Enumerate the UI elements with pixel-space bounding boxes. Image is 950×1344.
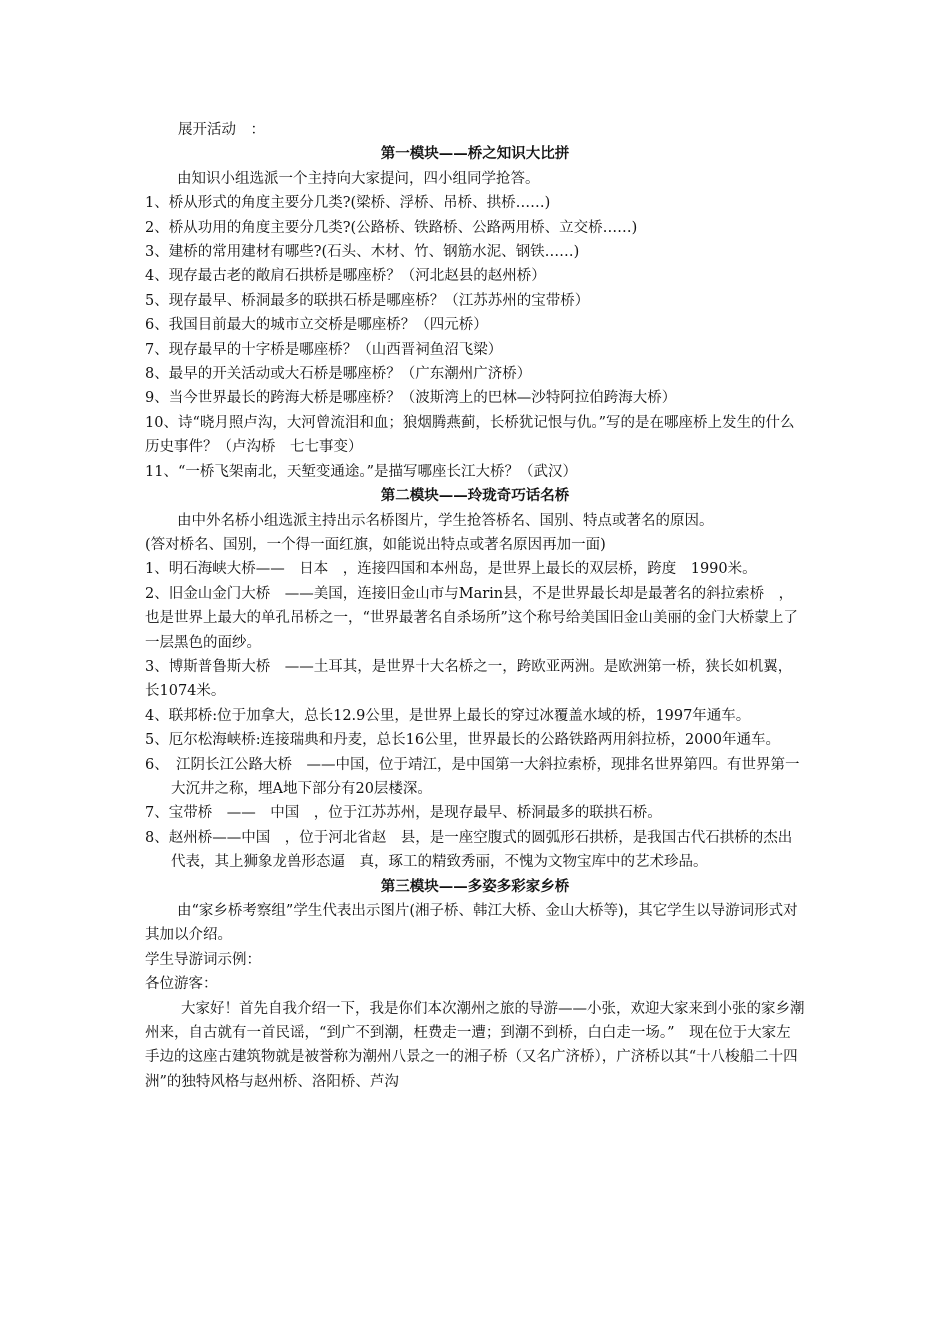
document-page <box>145 118 805 1094</box>
quiz-item: 8、最早的开关活动或大石桥是哪座桥？（广东潮州广济桥） <box>145 366 532 383</box>
bridge-item: 1、明石海峡大桥—— 日本 ，连接四国和本州岛，是世界上最长的双层桥，跨度 1990米。 <box>145 561 757 578</box>
bridge-item: 3、博斯普鲁斯大桥 ——土耳其，是世界十大名桥之一，跨欧亚两洲。是欧洲第一桥，狭长如机翼，长1074米。 <box>145 658 793 700</box>
quiz-item: 11、“一桥飞架南北，天堑变通途。”是描写哪座长江大桥？（武汉） <box>145 463 578 480</box>
section3-intro: 由“家乡桥考察组”学生代表出示图片(湘子桥、韩江大桥、金山大桥等)，其它学生以导游词形式对其加以介绍。 <box>145 903 798 944</box>
bridge-item: 7、宝带桥 —— 中国 ，位于江苏苏州，是现存最早、桥洞最多的联拱石桥。 <box>145 805 662 822</box>
intro-label: 展开活动 ： <box>178 122 265 138</box>
section3-title: 第三模块——多姿多彩家乡桥 <box>380 877 570 895</box>
quiz-item: 3、建桥的常用建材有哪些?(石头、木材、竹、钢筋水泥、钢铁……) <box>145 244 580 261</box>
section1-intro: 由知识小组选派一个主持向大家提问，四小组同学抢答。 <box>177 170 540 187</box>
greeting: 各位游客： <box>145 976 218 993</box>
bridge-item: 4、联邦桥:位于加拿大，总长12.9公里，是世界上最长的穿过冰覆盖水域的桥，1997年通车。 <box>145 707 751 724</box>
quiz-item: 1、桥从形式的角度主要分几类?(梁桥、浮桥、吊桥、拱桥……) <box>145 195 551 212</box>
section2-title: 第二模块——玲珑奇巧话名桥 <box>380 487 570 505</box>
section1-title: 第一模块——桥之知识大比拼 <box>380 145 570 163</box>
quiz-item: 2、桥从功用的角度主要分几类?(公路桥、铁路桥、公路两用桥、立交桥……) <box>145 219 638 236</box>
quiz-item: 7、现存最早的十字桥是哪座桥？（山西晋祠鱼沼飞梁） <box>145 341 503 358</box>
bridge-item: 5、厄尔松海峡桥:连接瑞典和丹麦，总长16公里，世界最长的公路铁路两用斜拉桥，2000年通车。 <box>145 732 780 749</box>
bridge-item: 2、旧金山金门大桥 ——美国，连接旧金山市与Marin县，不是世界最长却是最著名的斜拉索桥 ，也是世界上最大的单孔吊桥之一，“世界最著名自杀场所”这个称号给美国旧金山美丽的金门大桥蒙上了一层黑色的面纱。 <box>145 585 798 651</box>
quiz-item: 5、现存最早、桥洞最多的联拱石桥是哪座桥？（江苏苏州的宝带桥） <box>145 292 590 309</box>
quiz-item: 10、诗“晓月照卢沟，大河曾流泪和血；狼烟腾燕蓟，长桥犹记恨与仇。”写的是在哪座桥上发生的什么历史事件？（卢沟桥 七七事变） <box>145 414 795 456</box>
section2-intro: 由中外名桥小组选派主持出示名桥图片，学生抢答桥名、国别、特点或著名的原因。 <box>177 512 714 529</box>
bridge-item: 8、赵州桥——中国 ，位于河北省赵 县，是一座空腹式的圆弧形石拱桥，是我国古代石拱桥的杰出代表，其上狮象龙兽形态逼 真，琢工的精致秀丽，不愧为文物宝库中的艺术珍品。 <box>145 829 793 871</box>
example-label: 学生导游词示例： <box>145 951 261 968</box>
quiz-item: 4、现存最古老的敞肩石拱桥是哪座桥？（河北赵县的赵州桥） <box>145 268 546 285</box>
quiz-item: 9、当今世界最长的跨海大桥是哪座桥？（波斯湾上的巴林—沙特阿拉伯跨海大桥） <box>145 390 677 407</box>
guide-speech: 大家好！首先自我介绍一下，我是你们本次潮州之旅的导游——小张，欢迎大家来到小张的家乡潮州来，自古就有一首民谣，“到广不到潮，枉费走一遭；到潮不到桥，白白走一场。” 现在位于大家左手边的这座古建筑物就是被誉称为潮州八景之一的湘子桥（又名广济桥），广济桥以其“十八梭船二十四洲”的独特风格与赵州桥、洛阳桥、芦沟 <box>145 1000 805 1090</box>
quiz-item: 6、我国目前最大的城市立交桥是哪座桥？（四元桥） <box>145 317 488 334</box>
bridge-item: 6、 江阴长江公路大桥 ——中国，位于靖江，是中国第一大斜拉索桥，现排名世界第四。有世界第一大沉井之称，埋A地下部分有20层楼深。 <box>145 756 800 797</box>
section2-note: (答对桥名、国别，一个得一面红旗，如能说出特点或著名原因再加一面) <box>145 536 606 553</box>
